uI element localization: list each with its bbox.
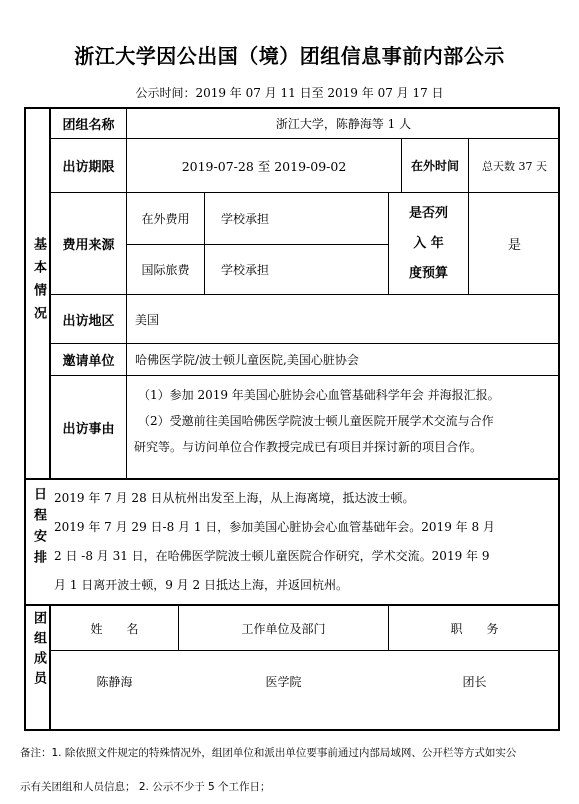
schedule-line: 2019 年 7 月 28 日从杭州出发至上海，从上海离境，抵达波士顿。 (54, 491, 415, 505)
schedule-line: 月 1 日离开波士顿，9 月 2 日抵达上海，并返回杭州。 (54, 578, 348, 592)
period-value: 2019-07-28 至 2019-09-02 (181, 158, 347, 174)
region-value: 美国 (135, 312, 160, 327)
abroad-time-label: 在外时间 (410, 159, 459, 173)
inviter-value: 哈佛医学院/波士顿儿童医院,美国心脏协会 (135, 353, 359, 367)
schedule-text (54, 484, 558, 600)
region-label: 出访地区 (62, 313, 115, 329)
abroad-cost-value: 学校承担 (221, 212, 270, 226)
reason-line: （1）参加 2019 年美国心脏协会心血管基础科学年会 并海报汇报。 (138, 388, 500, 402)
schedule-line: 2 日 -8 月 31 日，在哈佛医学院波士顿儿童医院合作研究，学术交流。2019 年 9 (54, 549, 490, 563)
funding-label: 费用来源 (62, 238, 115, 253)
budget-question-line: 度预算 (408, 265, 448, 281)
budget-question-line: 入 年 (413, 235, 444, 251)
footnote (20, 736, 568, 804)
footnote-line: 备注：1. 除依照文件规定的特殊情况外，组团单位和派出单位要事前通过内部局域网、公开栏等方式如实公 (20, 747, 517, 759)
period-label: 出访期限 (62, 160, 115, 175)
member-name: 陈静海 (96, 674, 133, 689)
page-title: 浙江大学因公出国（境）团组信息事前内部公示 (74, 44, 505, 68)
section-divider (26, 478, 560, 480)
reason-text (130, 382, 558, 460)
member-header-position: 职 务 (450, 621, 499, 636)
reason-label: 出访事由 (62, 421, 115, 437)
budget-answer: 是 (507, 238, 521, 253)
member-header-name: 姓 名 (90, 621, 139, 636)
members-label: 团组成员 (31, 611, 46, 691)
member-header-unit: 工作单位及部门 (241, 621, 326, 636)
basic-section-label: 基本情况 (31, 237, 46, 329)
intl-travel-value: 学校承担 (221, 263, 270, 277)
reason-line: 研究等。与访问单位合作教授完成已有项目并探讨新的项目合作。 (134, 440, 483, 454)
member-position: 团长 (462, 674, 487, 689)
footnote-line: 示有关团组和人员信息； 2. 公示不少于 5 个工作日； (20, 781, 271, 793)
inviter-label: 邀请单位 (62, 354, 115, 369)
budget-question-line: 是否列 (408, 205, 448, 221)
reason-line: （2）受邀前往美国哈佛医学院波士顿儿童医院开展学术交流与合作 (138, 414, 494, 428)
schedule-label: 日程安排 (31, 487, 46, 571)
publicity-period: 公示时间：2019 年 07 月 11 日至 2019 年 07 月 17 日 (135, 86, 444, 100)
abroad-time-value: 总天数 37 天 (482, 159, 547, 173)
intl-travel-label: 国际旅费 (141, 263, 190, 277)
group-name-label: 团组名称 (62, 118, 115, 133)
budget-question (389, 193, 468, 294)
abroad-cost-label: 在外费用 (141, 212, 190, 226)
schedule-line: 2019 年 7 月 29 日-8 月 1 日，参加美国心脏协会心血管基础年会。2019 年 8 月 (54, 520, 495, 534)
info-table (24, 107, 560, 731)
group-name-value: 浙江大学，陈静海等 1 人 (275, 117, 412, 131)
member-unit: 医学院 (265, 674, 302, 689)
